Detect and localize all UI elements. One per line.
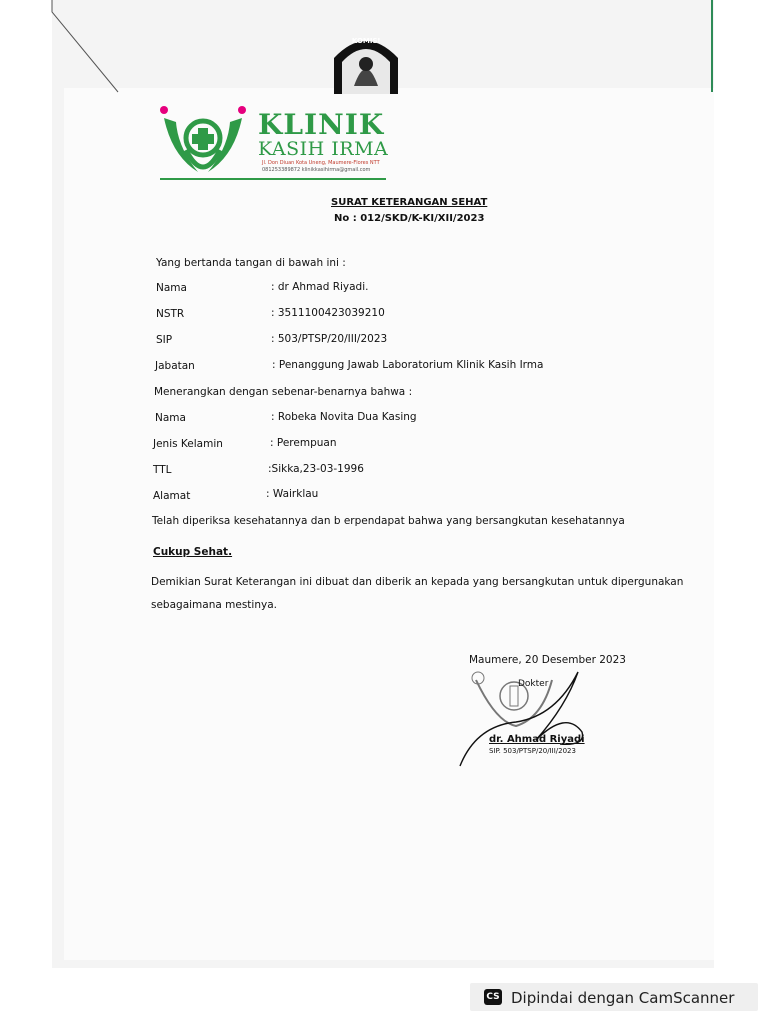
letter-title: SURAT KETERANGAN SEHAT [331, 197, 488, 208]
government-seal-icon [330, 30, 402, 94]
signer-label: NSTR [156, 308, 185, 320]
signer-label: SIP [156, 334, 173, 346]
patient-label: TTL [153, 464, 172, 476]
statement-text: Menerangkan dengan sebenar-benarnya bahwa : [154, 386, 413, 398]
camscanner-logo-icon: CS [484, 989, 502, 1005]
patient-label: Alamat [153, 490, 191, 502]
patient-value: : Perempuan [270, 437, 337, 449]
letter-number: No : 012/SKD/K-KI/XII/2023 [334, 213, 485, 224]
paper-fold-corner [0, 0, 120, 100]
signer-value: : 3511100423039210 [271, 307, 385, 319]
clinic-name: KLINIK [258, 108, 385, 141]
signer-label: Jabatan [155, 360, 195, 372]
seal-text: KOMISI [351, 37, 381, 45]
signer-value: : Penanggung Jawab Laboratorium Klinik Kasih Irma [272, 359, 544, 371]
letterhead-divider [160, 178, 386, 180]
examined-text: Telah diperiksa kesehatannya dan b erpendapat bahwa yang bersangkutan kesehatannya [152, 515, 625, 527]
doctor-name: dr. Ahmad Riyadi [489, 734, 585, 745]
intro-text: Yang bertanda tangan di bawah ini : [156, 257, 346, 269]
patient-label: Jenis Kelamin [153, 438, 223, 450]
clinic-address: Jl. Don Diuan Kota Uneng, Maumere-Flores NTT [262, 160, 380, 166]
stamp-role: Dokter [518, 679, 549, 689]
closing-line-1: Demikian Surat Keterangan ini dibuat dan diberik an kepada yang bersangkutan untuk dipergunakan [151, 576, 684, 588]
patient-label: Nama [155, 412, 186, 424]
place-date: Maumere, 20 Desember 2023 [469, 654, 626, 666]
signer-value: : dr Ahmad Riyadi. [271, 281, 369, 293]
clinic-subname: KASIH IRMA [258, 138, 389, 160]
closing-line-2: sebagaimana mestinya. [151, 599, 277, 611]
patient-value: : Robeka Novita Dua Kasing [271, 411, 417, 423]
clinic-contact: 081253389872 klinikkasihirma@gmail.com [262, 167, 371, 173]
patient-value: :Sikka,23-03-1996 [268, 463, 364, 475]
paper-edge-line [711, 0, 713, 92]
doctor-sip: SIP. 503/PTSP/20/III/2023 [489, 747, 576, 755]
signer-label: Nama [156, 282, 187, 294]
scanner-watermark-text: Dipindai dengan CamScanner [511, 989, 735, 1007]
health-result: Cukup Sehat. [153, 546, 233, 558]
signer-value: : 503/PTSP/20/III/2023 [271, 333, 388, 345]
patient-value: : Wairklau [266, 488, 319, 500]
